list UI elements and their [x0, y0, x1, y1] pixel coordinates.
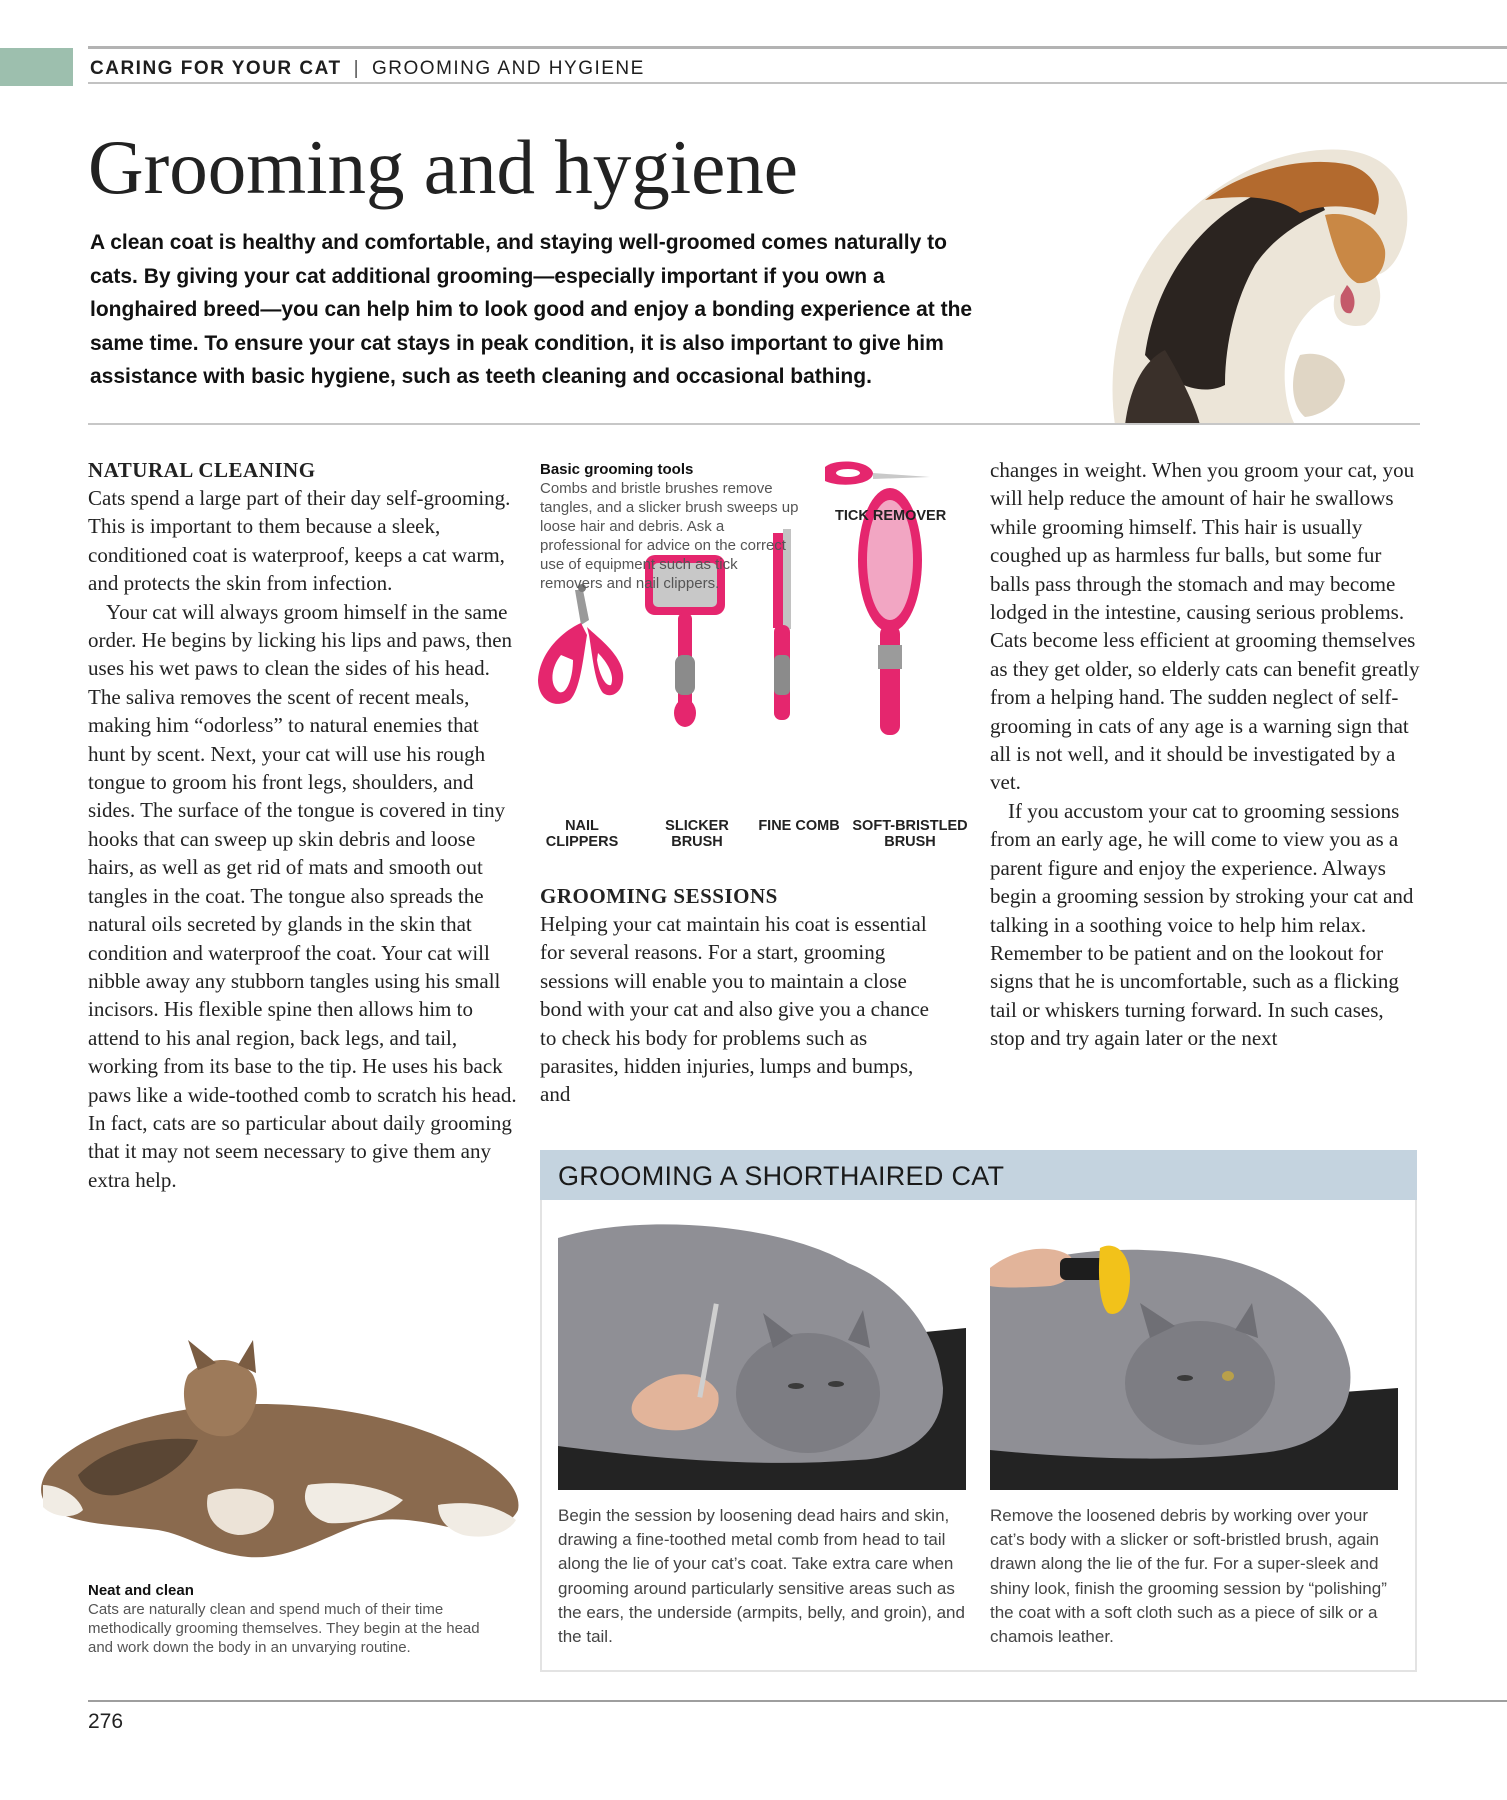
- tools-caption: [540, 460, 800, 593]
- running-head-subsection: GROOMING AND HYGIENE: [372, 58, 645, 79]
- page-number: 276: [88, 1710, 124, 1733]
- neat-caption-text: Cats are naturally clean and spend much of their time methodically grooming themselves. They begin at the head and work down the body in an unvarying routine.: [88, 1601, 480, 1656]
- label-fine-comb: FINE COMB: [758, 818, 840, 834]
- neat-and-clean-caption: [88, 1581, 508, 1657]
- label-nail-clippers: NAIL CLIPPERS: [545, 818, 619, 850]
- natural-cleaning-paragraph-1: Cats spend a large part of their day self-grooming. This is important to them because a sleek, conditioned coat is waterproof, keeps a cat warm, and protects the skin from infection.: [88, 486, 511, 596]
- grooming-sessions-paragraph: Helping your cat maintain his coat is essential for several reasons. For a start, grooming sessions will enable you to maintain a close bond with your cat and also give you a chance to check his body for problems such as parasites, hidden injuries, lumps and bumps, and: [540, 912, 929, 1107]
- intro-divider: [88, 423, 1420, 425]
- intro-paragraph: A clean coat is healthy and comfortable, and staying well-groomed comes naturally to cats. By giving your cat additional grooming—especially important if you own a longhaired breed—you can help him to look good and enjoy a bonding experience at the same time. To ensure your cat stays in peak condition, it is also important to give him assistance with basic hygiene, such as teeth cleaning and occasional bathing.: [90, 231, 973, 388]
- running-head-separator: |: [353, 58, 361, 79]
- running-head-section: CARING FOR YOUR CAT: [90, 58, 342, 79]
- label-soft-bristled-brush: SOFT-BRISTLED BRUSH: [852, 818, 968, 850]
- tools-caption-heading: Basic grooming tools: [540, 461, 694, 478]
- neat-caption-heading: Neat and clean: [88, 1582, 194, 1599]
- running-head: [90, 58, 645, 80]
- comb-grooming-photo: [558, 1218, 966, 1490]
- label-slicker-brush: SLICKER BRUSH: [665, 818, 729, 850]
- label-tick-remover: TICK REMOVER: [835, 508, 947, 524]
- natural-cleaning-paragraph-2: Your cat will always groom himself in the same order. He begins by licking his lips and paws, then uses his wet paws to clean the sides of his head. The saliva removes the scent of recent meals, making him “odorless” to natural enemies that hunt by scent. Next, your cat will use his rough tongue to groom his front legs, shoulders, and sides. The surface of the tongue is covered in tiny hooks that can sweep up skin debris and loose hairs, as well as get rid of mats and smooth out tangles in the coat. The tongue also spreads the natural oils secreted by glands in the skin that condition and waterproof the coat. Your cat will nibble away any stubborn tangles using his small incisors. His flexible spine then allows him to attend to his anal region, back legs, and tail, working from its base to the tip. He uses his back paws like a wide-toothed comb to scratch his head. In fact, cats are so particular about daily grooming that it may not seem necessary to give them any extra help.: [88, 599, 517, 1192]
- calico-cat-photo: [1085, 125, 1415, 425]
- header-bottom-rule: [88, 82, 1507, 84]
- header-top-rule: [88, 46, 1507, 49]
- caption-comb-step: Begin the session by loosening dead hairs and skin, drawing a fine-toothed metal comb from head to tail along the lie of your cat’s coat. Take extra care when grooming around particularly sensitive areas such as the ears, the underside (armpits, belly, and groin), and the tail.: [558, 1506, 965, 1647]
- nail-clippers-icon: [538, 584, 623, 704]
- page-title: Grooming and hygiene: [88, 124, 798, 210]
- column-continued: [990, 456, 1420, 1053]
- column-grooming-sessions: [540, 882, 930, 1109]
- heading-grooming-sessions: GROOMING SESSIONS: [540, 884, 778, 908]
- shorthaired-box-title: GROOMING A SHORTHAIRED CAT: [540, 1150, 1417, 1200]
- heading-natural-cleaning: NATURAL CLEANING: [88, 458, 316, 482]
- soft-bristled-brush-icon: [858, 488, 922, 735]
- section-tab-marker: [0, 48, 73, 86]
- self-grooming-cat-photo: [38, 1335, 528, 1560]
- continued-paragraph-1: changes in weight. When you groom your cat, you will help reduce the amount of hair he swallows while grooming himself. This hair is usually coughed up as harmless fur balls, but some fur balls pass through the stomach and may become lodged in the intestine, causing serious problems. Cats become less efficient at grooming themselves as they get older, so elderly cats can benefit greatly from a helping hand. The sudden neglect of self-grooming in cats of any age is a warning sign that all is not well, and it should be investigated by a vet.: [990, 458, 1420, 795]
- column-natural-cleaning: [88, 456, 520, 1194]
- continued-paragraph-2: If you accustom your cat to grooming sessions from an early age, he will come to view you as a parent figure and enjoy the experience. Always begin a grooming session by stroking your cat and talking in a soothing voice to help him relax. Remember to be patient and on the lookout for signs that he is uncomfortable, such as a flicking tail or whiskers turning forward. In such cases, stop and try again later or the next: [990, 798, 1414, 1051]
- footer-rule: [88, 1700, 1507, 1702]
- caption-brush-step: Remove the loosened debris by working over your cat’s body with a slicker or soft-bristled brush, again drawn along the lie of the fur. For a super-sleek and shiny look, finish the grooming session by “polishing” the coat with a soft cloth such as a piece of silk or a chamois leather.: [990, 1506, 1387, 1647]
- brush-grooming-photo: [990, 1218, 1398, 1490]
- tick-remover-icon: [825, 461, 930, 484]
- tools-caption-text: Combs and bristle brushes remove tangles, and a slicker brush sweeps up loose hair and debris. Ask a professional for advice on the correct use of equipment such as tick removers and nail clippers.: [540, 480, 799, 592]
